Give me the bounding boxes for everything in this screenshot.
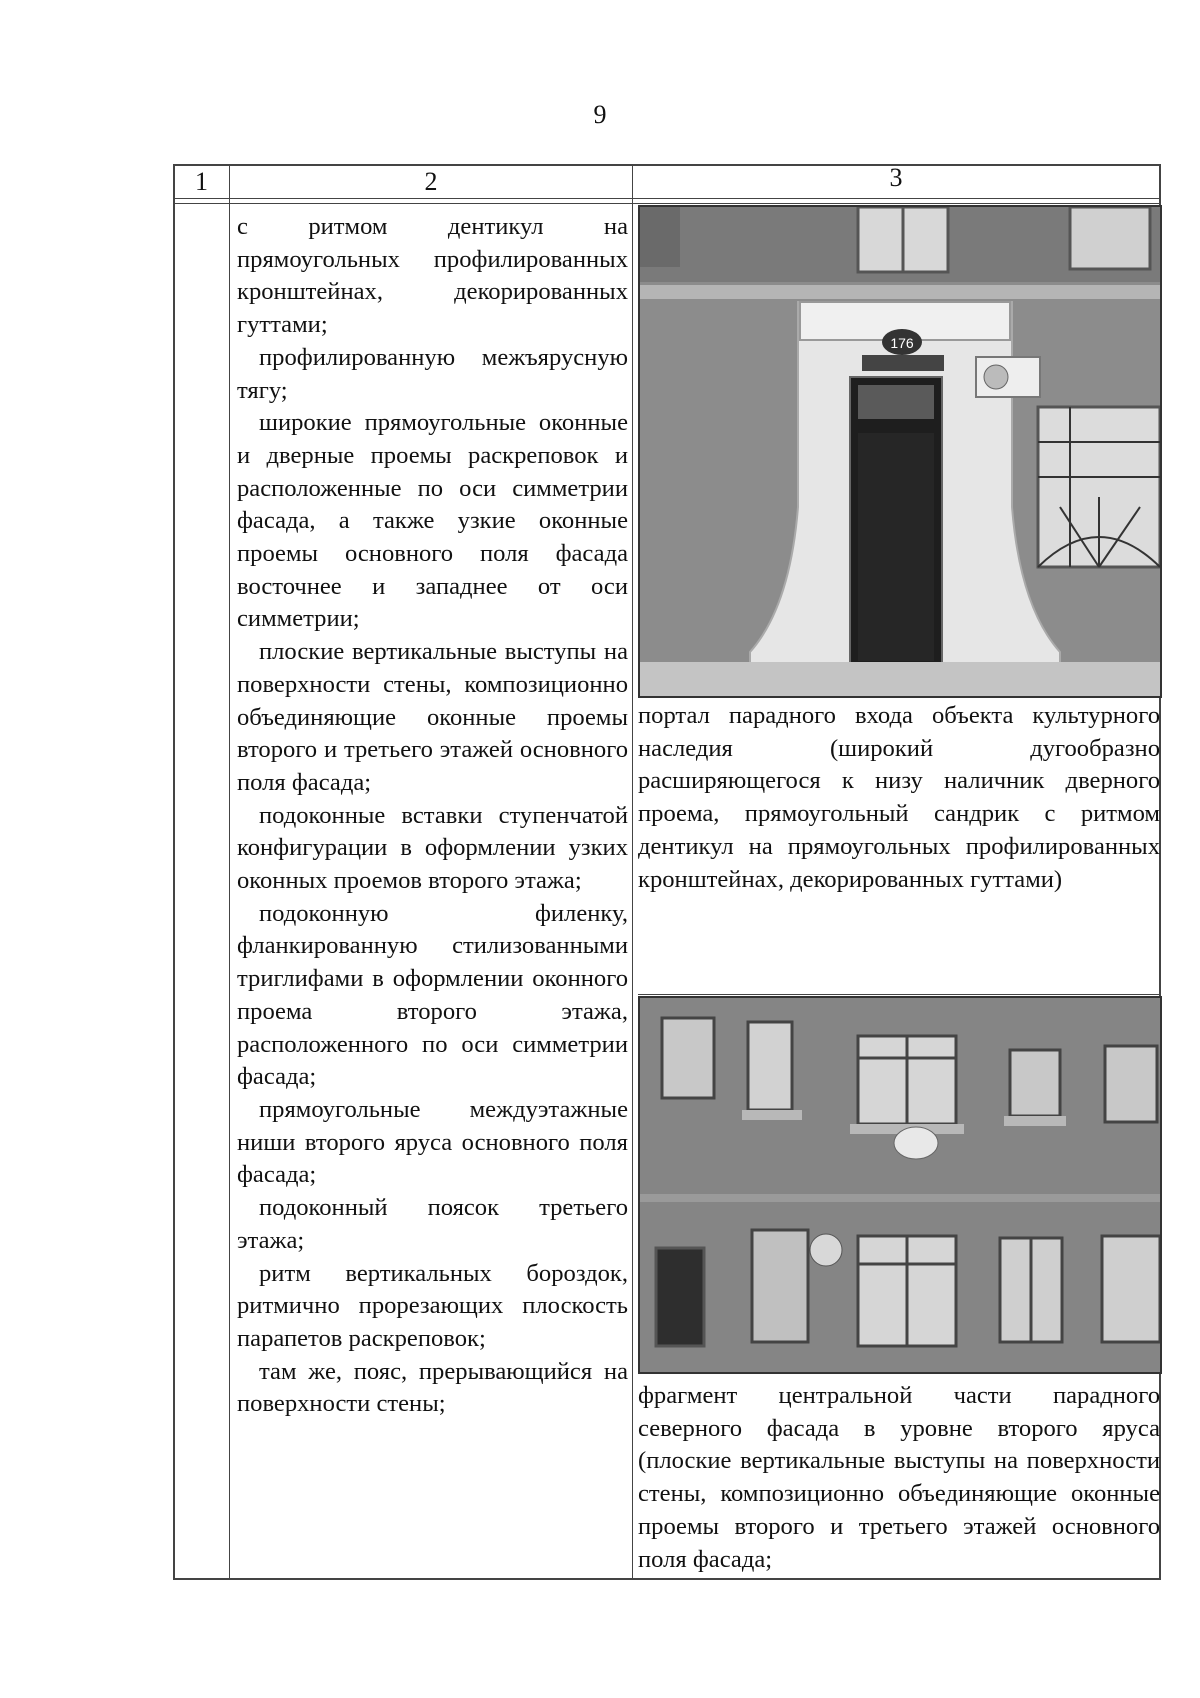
- description-paragraph: плоские вертикальные выступы на поверхности стены, композиционно объединяющие оконные проемы второго и третьего этажей основного поля фасада;: [237, 638, 628, 796]
- table-header-divider-2: [173, 203, 1160, 204]
- table-header-col3: 3: [889, 163, 903, 192]
- description-paragraph: ритм вертикальных бороздок, ритмично прорезающих плоскость парапетов раскреповок;: [237, 1259, 628, 1352]
- table-col-divider-1: [229, 164, 230, 1580]
- description-paragraph: подоконный поясок третьего этажа;: [237, 1194, 628, 1254]
- photo-facade-fragment: [638, 996, 1162, 1374]
- photo-entrance-portal: [638, 205, 1162, 698]
- description-paragraph: с ритмом дентикул на прямоугольных профилированных кронштейнах, декорированных гуттами;: [237, 213, 628, 339]
- table-border-left: [173, 164, 175, 1580]
- photo-facade-fragment-caption: фрагмент центральной части парадного северного фасада в уровне второго яруса (плоские вертикальные выступы на поверхности стены, композиционно объединяющие оконные проемы второго и третьего этажей основного поля фасада;: [638, 1382, 1160, 1573]
- table-header-divider: [173, 198, 1160, 199]
- description-paragraph: профилированную межъярусную тягу;: [237, 343, 628, 404]
- description-paragraph: подоконную филенку, фланкированную стилизованными триглифами в оформлении оконного проема второго этажа, расположенного по оси симметрии фасада;: [237, 899, 628, 1091]
- description-paragraph: широкие прямоугольные оконные и дверные проемы раскреповок и расположенные по оси симметрии фасада, а также узкие оконные проемы основного поля фасада восточнее и западнее от оси симметрии;: [237, 409, 628, 633]
- portal-sign-number: 176: [890, 335, 914, 351]
- photo-entrance-portal-caption: портал парадного входа объекта культурного наследия (широкий дугообразно расширяющегося к низу наличник дверного проема, прямоугольный сандрик с ритмом дентикул на прямоугольных профилированных кронштейнах, декорированных гуттами): [638, 702, 1160, 893]
- description-column: [237, 211, 628, 1421]
- caption-divider: [638, 994, 1159, 995]
- page-number: 9: [593, 100, 607, 129]
- table-header-col2: 2: [424, 167, 438, 196]
- table-border-bottom: [173, 1578, 1160, 1580]
- description-paragraph: там же, пояс, прерывающийся на поверхности стены;: [237, 1357, 628, 1418]
- description-paragraph: подоконные вставки ступенчатой конфигурации в оформлении узких оконных проемов второго этажа;: [237, 801, 628, 895]
- table-col-divider-2: [632, 164, 633, 1580]
- table-header-col1: 1: [195, 167, 208, 196]
- description-paragraph: прямоугольные междуэтажные ниши второго яруса основного поля фасада;: [237, 1095, 628, 1189]
